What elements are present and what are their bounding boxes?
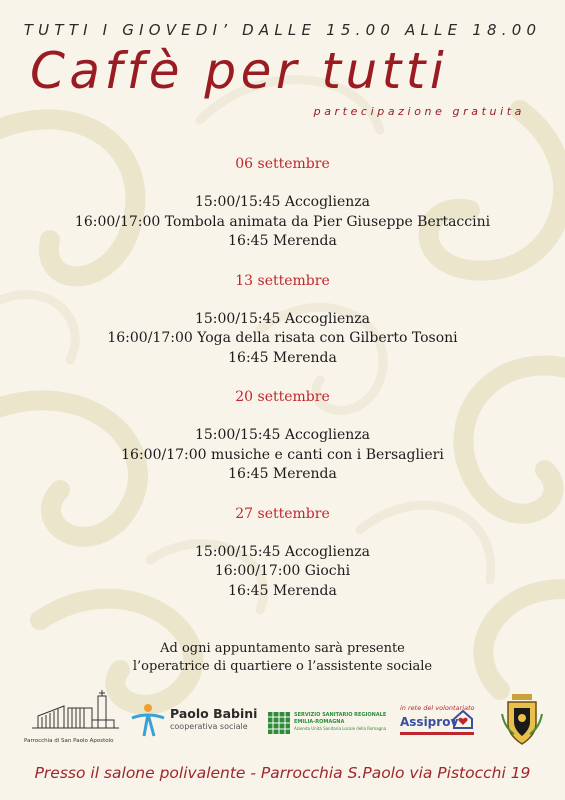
event-date: 20 settembre (235, 389, 330, 405)
event-date: 27 settembre (235, 505, 330, 522)
health-service-logo (268, 712, 388, 738)
event-line: 16:45 Merenda (228, 233, 337, 249)
page-title: Caffè per tutti (30, 42, 449, 100)
babini-logo (128, 702, 258, 742)
coat-of-arms-logo (500, 694, 544, 746)
assiprov-name: Assiprov (400, 715, 459, 729)
babini-name: Paolo Babini (170, 706, 258, 721)
venue-footer: Presso il salone polivalente - Parrocchia S.Paolo via Pistocchi 19 (34, 764, 531, 782)
event-line: 15:00/15:45 Accoglienza (194, 194, 371, 210)
event-item (0, 155, 565, 252)
event-line: 16:45 Merenda (228, 466, 337, 482)
event-line: 16:00/17:00 Yoga della risata con Gilberto Tosoni (107, 330, 458, 346)
health-line3: Azienda Unità Sanitaria Locale della Romagna (294, 726, 387, 731)
event-item (0, 272, 565, 369)
program-list (0, 155, 565, 601)
schedule-header: TUTTI I GIOVEDI’ DALLE 15.00 ALLE 18.00 (23, 21, 542, 39)
note-line: Ad ogni appuntamento sarà presente (160, 641, 405, 656)
event-line: 15:00/15:45 Accoglienza (194, 427, 371, 443)
event-line: 16:45 Merenda (228, 349, 337, 366)
house-heart-icon (452, 708, 474, 730)
assiprov-logo (400, 704, 480, 740)
health-line1: SERVIZIO SANITARIO REGIONALE (294, 712, 387, 718)
crest-icon (500, 694, 544, 746)
event-line: 15:00/15:45 Accoglienza (194, 310, 371, 327)
assiprov-line1: in rete del volontariato (400, 704, 475, 712)
sponsor-logos (0, 690, 565, 750)
figure-icon (128, 702, 168, 738)
grid-logo-icon (268, 712, 290, 734)
event-line: 16:00/17:00 musiche e canti con i Bersaglieri (121, 446, 444, 463)
subtitle: partecipazione gratuita (313, 105, 525, 118)
babini-sub: cooperativa sociale (170, 722, 248, 731)
church-icon (24, 690, 124, 732)
assiprov-bar (400, 732, 474, 735)
social-worker-note (0, 640, 565, 676)
event-item (0, 505, 565, 602)
health-line2: EMILIA-ROMAGNA (294, 719, 345, 725)
event-line: 16:00/17:00 Giochi (214, 563, 351, 579)
event-item (0, 388, 565, 485)
note-line: l’operatrice di quartiere o l’assistente sociale (132, 659, 433, 674)
parish-logo (24, 690, 124, 745)
event-date: 06 settembre (235, 156, 330, 172)
event-date: 13 settembre (235, 272, 330, 289)
event-line: 16:00/17:00 Tombola animata da Pier Giuseppe Bertaccini (74, 213, 491, 230)
event-line: 15:00/15:45 Accoglienza (194, 543, 371, 560)
parish-label: Parrocchia di San Paolo Apostolo (24, 738, 114, 744)
event-line: 16:45 Merenda (228, 582, 337, 599)
